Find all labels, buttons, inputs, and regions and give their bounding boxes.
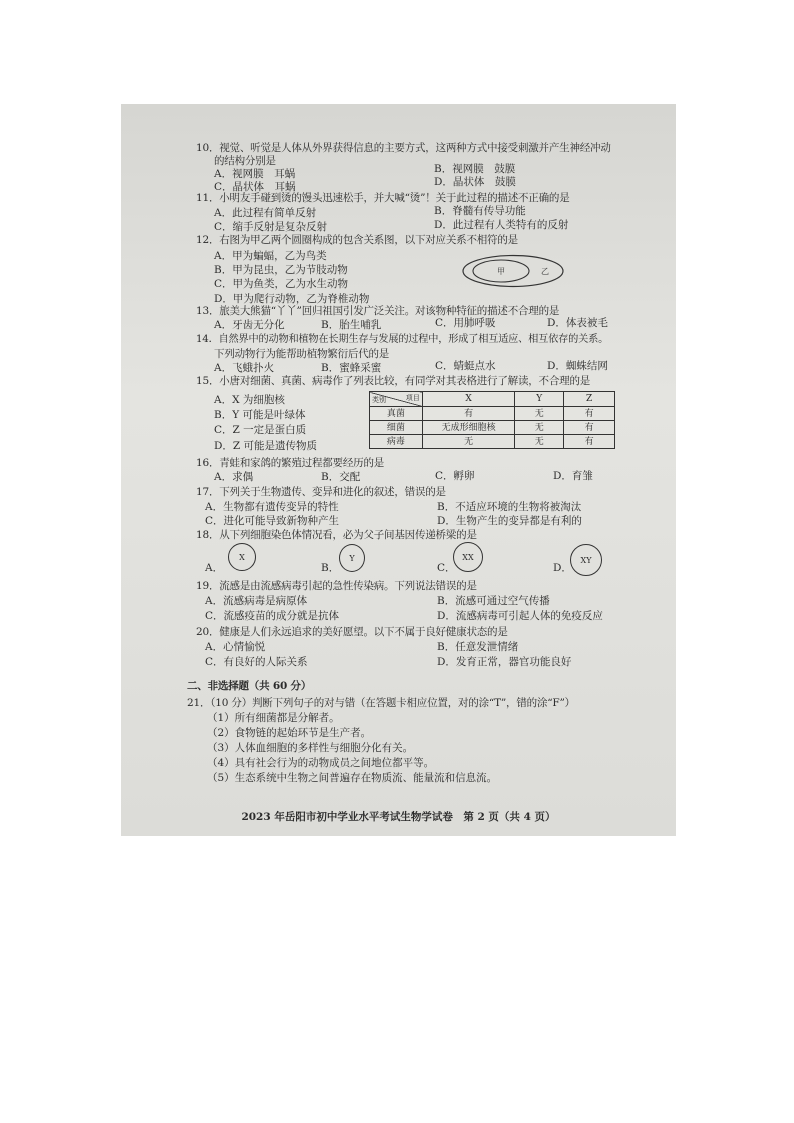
q21-stem: 21．（10 分）判断下列句子的对与错（在答题卡相应位置，对的涂“T”，错的涂“F”）	[187, 697, 575, 709]
table-row-label: 病毒	[370, 435, 423, 449]
q14-option-a: A．飞蛾扑火	[214, 362, 275, 374]
q20-option-b: B．任意发泄情绪	[437, 641, 519, 653]
q12-option-b: B．甲为昆虫，乙为节肢动物	[214, 264, 348, 276]
q21-item-5: （5）生态系统中生物之间普遍存在物质流、能量流和信息流。	[207, 772, 498, 784]
table-cell: 无	[515, 407, 564, 421]
table-cell: 有	[564, 407, 615, 421]
q14-stem-line1: 14．自然界中的动物和植物在长期生存与发展的过程中，形成了相互适应、相互依存的关系。	[196, 334, 609, 345]
q10-option-b: B．视网膜 鼓膜	[434, 163, 516, 175]
table-header-row	[370, 392, 615, 407]
q13-stem: 13．旅美大熊猫“丫丫”回归祖国引发广泛关注。对该物种特征的描述不合理的是	[196, 305, 560, 317]
q18-option-a: A．	[205, 562, 224, 574]
q11-option-c: C．缩手反射是复杂反射	[214, 221, 328, 233]
q16-option-b: B．交配	[321, 471, 361, 483]
corner-top-label: 项目	[405, 394, 420, 402]
q20-option-c: C．有良好的人际关系	[205, 656, 308, 668]
cell-circle-x: X	[228, 543, 256, 571]
q12-option-a: A．甲为蝙蝠，乙为鸟类	[214, 250, 327, 262]
q17-option-b: B．不适应环境的生物将被淘汰	[437, 501, 582, 513]
q15-stem: 15．小唐对细菌、真菌、病毒作了列表比较，有同学对其表格进行了解读，不合理的是	[196, 375, 591, 387]
q15-option-c: C．Z 一定是蛋白质	[214, 424, 307, 436]
q10-stem-line2: 的结构分别是	[214, 155, 276, 167]
q11-option-b: B．脊髓有传导功能	[434, 205, 526, 217]
q21-item-1: （1）所有细菌都是分解者。	[207, 712, 340, 724]
q20-option-d: D．发育正常，器官功能良好	[437, 656, 572, 668]
table-cell: 无	[515, 421, 564, 435]
table-row	[370, 435, 615, 449]
q18-option-b: B．	[321, 562, 340, 574]
q14-option-d: D．蜘蛛结网	[547, 360, 608, 372]
q12-option-c: C．甲为鱼类，乙为水生动物	[214, 278, 349, 290]
q20-option-a: A．心情愉悦	[205, 641, 266, 653]
table-corner-cell	[370, 392, 423, 407]
cell-circle-xx: XX	[453, 542, 483, 572]
q16-option-a: A．求偶	[214, 471, 254, 483]
q10-option-c: C．晶状体 耳蜗	[214, 181, 296, 193]
page-footer: 2023 年岳阳市初中学业水平考试生物学试卷 第 2 页（共 4 页）	[241, 811, 556, 823]
q21-item-4: （4）具有社会行为的动物成员之间地位都平等。	[207, 757, 435, 769]
q19-option-c: C．流感疫苗的成分就是抗体	[205, 610, 340, 622]
q18-stem: 18．从下列细胞染色体情况看，必为父子间基因传递桥梁的是	[196, 529, 477, 541]
q13-option-b: B．胎生哺乳	[321, 319, 382, 331]
q21-item-2: （2）食物链的起始环节是生产者。	[207, 727, 372, 739]
q17-stem: 17．下列关于生物遗传、变异和进化的叙述，错误的是	[196, 486, 446, 498]
table-row-label: 真菌	[370, 407, 423, 421]
table-header-x: X	[422, 392, 515, 407]
q14-stem-line2: 下列动物行为能帮助植物繁衍后代的是	[214, 348, 390, 360]
q17-option-d: D．生物产生的变异都是有利的	[437, 515, 582, 527]
q15-option-b: B．Y 可能是叶绿体	[214, 409, 306, 421]
q15-option-a: A．X 为细胞核	[214, 394, 285, 406]
q14-option-b: B．蜜蜂采蜜	[321, 362, 382, 374]
q16-stem: 16．青蛙和家鸽的繁殖过程都要经历的是	[196, 457, 385, 469]
q15-option-d: D．Z 可能是遗传物质	[214, 440, 318, 452]
table-cell: 无	[515, 435, 564, 449]
q11-stem: 11．小明友手碰到烫的馒头迅速松手，并大喊“烫”！关于此过程的描述不正确的是	[196, 192, 570, 204]
q11-option-d: D．此过程有人类特有的反射	[434, 219, 569, 231]
q10-stem-line1: 10．视觉、听觉是人体从外界获得信息的主要方式，这两种方式中接受刺激并产生神经冲动	[196, 142, 611, 154]
venn-outer-label: 乙	[541, 267, 549, 276]
q16-option-c: C．孵卵	[435, 470, 475, 482]
q13-option-c: C．用肺呼吸	[435, 317, 496, 329]
q19-option-b: B．流感可通过空气传播	[437, 595, 550, 607]
q19-stem: 19．流感是由流感病毒引起的急性传染病。下列说法错误的是	[196, 580, 477, 592]
q12-stem: 12．右图为甲乙两个圆圈构成的包含关系图，以下对应关系不相符的是	[196, 234, 518, 246]
table-cell: 有	[422, 407, 515, 421]
cell-circle-xy: XY	[570, 544, 602, 576]
corner-bottom-label: 类别	[372, 396, 386, 404]
q18-option-c: C．	[437, 562, 456, 574]
q11-option-a: A．此过程有简单反射	[214, 207, 317, 219]
table-header-z: Z	[564, 392, 615, 407]
table-row	[370, 407, 615, 421]
q18-option-d: D．	[553, 562, 572, 574]
q10-option-a: A．视网膜 耳蜗	[214, 168, 296, 180]
q19-option-a: A．流感病毒是病原体	[205, 595, 308, 607]
table-row-label: 细菌	[370, 421, 423, 435]
exam-page-photo	[121, 104, 676, 836]
table-cell: 有	[564, 421, 615, 435]
venn-inner-label: 甲	[497, 267, 505, 276]
q17-option-a: A．生物都有遗传变异的特性	[205, 501, 339, 513]
table-header-y: Y	[515, 392, 564, 407]
q16-option-d: D．育雏	[553, 470, 593, 482]
q14-option-c: C．蜻蜓点水	[435, 360, 496, 372]
table-cell: 无成形细胞核	[422, 421, 515, 435]
q13-option-a: A．牙齿无分化	[214, 319, 285, 331]
table-cell: 无	[422, 435, 515, 449]
q12-option-d: D．甲为爬行动物，乙为脊椎动物	[214, 293, 370, 305]
q10-option-d: D．晶状体 鼓膜	[434, 176, 516, 188]
table-row	[370, 421, 615, 435]
cell-circle-y: Y	[339, 544, 365, 572]
table-cell: 有	[564, 435, 615, 449]
q20-stem: 20．健康是人们永远追求的美好愿望。以下不属于良好健康状态的是	[196, 626, 508, 638]
q13-option-d: D．体表被毛	[547, 317, 608, 329]
venn-diagram	[461, 254, 565, 288]
section-2-heading: 二、非选择题（共 60 分）	[187, 680, 312, 692]
q17-option-c: C．进化可能导致新物种产生	[205, 515, 340, 527]
q19-option-d: D．流感病毒可引起人体的免疫反应	[437, 610, 603, 622]
comparison-table	[369, 391, 615, 449]
q21-item-3: （3）人体血细胞的多样性与细胞分化有关。	[207, 742, 414, 754]
